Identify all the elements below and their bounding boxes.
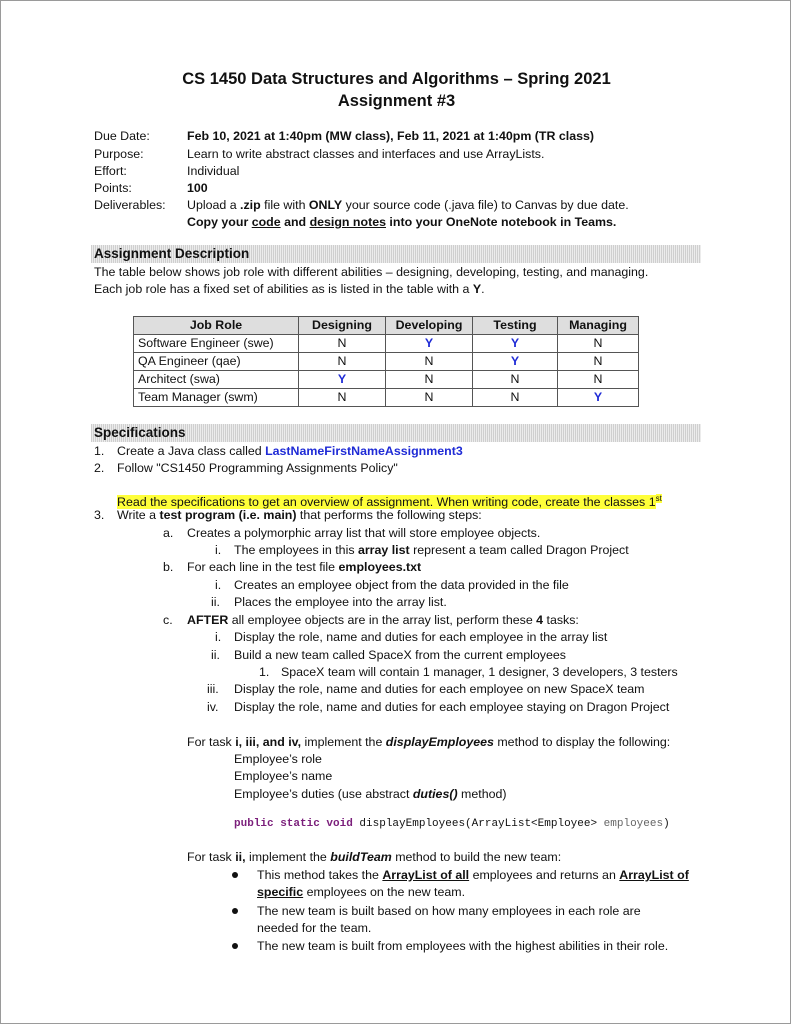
spec-item-number: 1. [94, 444, 105, 458]
employee-duties-item: Employee’s duties (use abstract duties() method) [234, 787, 507, 801]
bullet-1-line-1: This method takes the ArrayList of all employees and returns an ArrayList of [257, 868, 689, 882]
table-header-row [134, 317, 639, 335]
table-cell: N [473, 389, 558, 407]
effort-label: Effort: [94, 164, 127, 178]
employee-name-item: Employee’s name [234, 769, 333, 783]
list-marker: b. [163, 560, 174, 574]
bullet-2-line-2: needed for the team. [257, 921, 372, 935]
table-cell: N [299, 353, 386, 371]
task-build-intro: For task ii, implement the buildTeam method to build the new team: [187, 850, 562, 864]
table-cell: N [473, 371, 558, 389]
table-cell: Team Manager (swm) [134, 389, 299, 407]
highlighted-note: Read the specifications to get an overview of assignment. When writing code, create the classes 1st [117, 494, 662, 510]
list-marker: ii. [211, 595, 220, 609]
page-subtitle: Assignment #3 [337, 92, 456, 110]
purpose-label: Purpose: [94, 147, 144, 161]
table-cell: N [558, 353, 639, 371]
column-header: Designing [299, 317, 386, 335]
list-marker: iv. [207, 700, 219, 714]
table-cell: Architect (swa) [134, 371, 299, 389]
spec-item-2: Follow "CS1450 Programming Assignments Policy" [117, 461, 398, 475]
step-c-iv: Display the role, name and duties for each employee staying on Dragon Project [234, 700, 670, 714]
specifications-heading: Specifications [91, 424, 701, 442]
purpose-value: Learn to write abstract classes and interfaces and use ArrayLists. [187, 147, 545, 161]
spec-item-1: Create a Java class called LastNameFirstNameAssignment3 [117, 444, 463, 458]
list-marker: c. [163, 613, 173, 627]
step-a-i: The employees in this array list represent a team called Dragon Project [234, 543, 629, 557]
table-cell: Software Engineer (swe) [134, 335, 299, 353]
table-cell: Y [473, 353, 558, 371]
table-cell: N [386, 353, 473, 371]
list-marker: iii. [207, 682, 219, 696]
employee-role-item: Employee’s role [234, 752, 322, 766]
deliverables-label: Deliverables: [94, 198, 166, 212]
step-b-i: Creates an employee object from the data provided in the file [234, 578, 569, 592]
list-marker: i. [215, 543, 222, 557]
deliverables-line-1: Upload a .zip file with ONLY your source code (.java file) to Canvas by due date. [187, 198, 629, 212]
table-row [134, 335, 639, 353]
spec-item-number: 2. [94, 461, 105, 475]
table-cell: Y [473, 335, 558, 353]
description-line-2: Each job role has a fixed set of abilities as is listed in the table with a Y. [94, 282, 485, 296]
table-cell: N [299, 335, 386, 353]
column-header: Testing [473, 317, 558, 335]
spec-item-number: 3. [94, 508, 105, 522]
step-c-ii: Build a new team called SpaceX from the current employees [234, 648, 566, 662]
table-cell: Y [386, 335, 473, 353]
column-header: Developing [386, 317, 473, 335]
description-line-1: The table below shows job role with different abilities – designing, developing, testing, and managing. [94, 265, 649, 279]
column-header: Managing [558, 317, 639, 335]
list-marker: 1. [259, 665, 270, 679]
spec-item-3: Write a test program (i.e. main) that performs the following steps: [117, 508, 482, 522]
points-value: 100 [187, 181, 208, 195]
step-a: Creates a polymorphic array list that will store employee objects. [187, 526, 541, 540]
table-row [134, 389, 639, 407]
table-cell: Y [299, 371, 386, 389]
step-c-ii-1: SpaceX team will contain 1 manager, 1 designer, 3 developers, 3 testers [281, 665, 678, 679]
abilities-table [133, 316, 639, 407]
table-cell: N [558, 371, 639, 389]
bullet-icon [232, 872, 238, 878]
table-cell: N [299, 389, 386, 407]
table-cell: N [558, 335, 639, 353]
assignment-description-heading: Assignment Description [91, 245, 701, 263]
step-b-ii: Places the employee into the array list. [234, 595, 447, 609]
effort-value: Individual [187, 164, 240, 178]
bullet-2-line-1: The new team is built based on how many employees in each role are [257, 904, 641, 918]
table-cell: N [386, 371, 473, 389]
code-signature: public static void displayEmployees(ArrayList<Employee> employees) [234, 818, 670, 830]
step-b: For each line in the test file employees.txt [187, 560, 422, 574]
task-display-intro: For task i, iii, and iv, implement the displayEmployees method to display the following: [187, 735, 671, 749]
table-row [134, 353, 639, 371]
table-cell: QA Engineer (qae) [134, 353, 299, 371]
column-header: Job Role [134, 317, 299, 335]
list-marker: i. [215, 630, 222, 644]
due-date-value: Feb 10, 2021 at 1:40pm (MW class), Feb 11, 2021 at 1:40pm (TR class) [187, 129, 595, 143]
step-c-iii: Display the role, name and duties for each employee on new SpaceX team [234, 682, 645, 696]
list-marker: i. [215, 578, 222, 592]
step-c: AFTER all employee objects are in the array list, perform these 4 tasks: [187, 613, 579, 627]
bullet-3: The new team is built from employees with the highest abilities in their role. [257, 939, 669, 953]
page-title: CS 1450 Data Structures and Algorithms – Spring 2021 [182, 70, 611, 88]
bullet-icon [232, 908, 238, 914]
table-cell: N [386, 389, 473, 407]
list-marker: ii. [211, 648, 220, 662]
table-row [134, 371, 639, 389]
bullet-1-line-2: specific employees on the new team. [257, 885, 466, 899]
bullet-icon [232, 943, 238, 949]
step-c-i: Display the role, name and duties for each employee in the array list [234, 630, 608, 644]
deliverables-line-2: Copy your code and design notes into your OneNote notebook in Teams. [187, 215, 617, 229]
due-date-label: Due Date: [94, 129, 150, 143]
table-cell: Y [558, 389, 639, 407]
points-label: Points: [94, 181, 132, 195]
list-marker: a. [163, 526, 174, 540]
